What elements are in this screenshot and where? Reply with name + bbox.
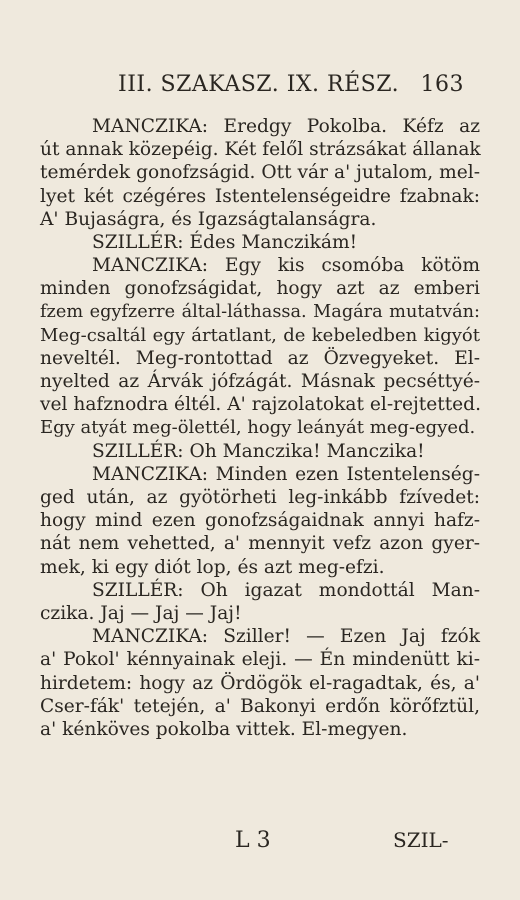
text-line: ged után, az gyötörheti leg-inkább fzívedet:: [40, 487, 480, 508]
text-line: vel hafznodra éltél. A' rajzolatokat el-rejtetted.: [40, 394, 481, 416]
text-line: fzem egyfzerre által-láthassa. Magára mutatván:: [40, 301, 480, 322]
text-line: lyet két czégéres Istentelenségeidre fzabnak:: [40, 185, 480, 207]
text-line: nyelted az Árvák jófzágát. Másnak pecséttyé-: [40, 371, 480, 393]
text-line: temérdek gonofzságid. Ott vár a' jutalom, mel-: [40, 162, 480, 184]
running-title: III. SZAKASZ. IX. RÉSZ.: [118, 72, 400, 97]
text-line: SZILLÉR: Oh igazat mondottál Man-: [92, 579, 480, 601]
text-line: hogy mind ezen gonofzságaidnak annyi hafz-: [40, 510, 480, 532]
text-line: Cser-fák' tetején, a' Bakonyi erdőn körőfztül,: [40, 695, 480, 717]
text-line: út annak közepéig. Két felől strázsákat állanak: [40, 139, 481, 161]
text-line: Meg-csaltál egy ártatlant, de kebeledben kigyót: [40, 324, 480, 346]
text-line: minden gonofzságidat, hogy azt az emberi: [40, 278, 480, 300]
running-head: [118, 72, 464, 97]
text-line: A' Bujaságra, és Igazságtalanságra.: [40, 208, 377, 230]
text-line: czika. Jaj — Jaj — Jaj!: [40, 602, 242, 624]
signature-mark: L 3: [235, 828, 271, 853]
text-line: SZILLÉR: Édes Manczikám!: [92, 231, 358, 253]
text-line: MANCZIKA: Egy kis csomóba kötöm: [92, 255, 480, 277]
catchword: SZIL-: [393, 828, 449, 852]
text-line: neveltél. Meg-rontottad az Özvegyeket. El-: [40, 347, 480, 369]
text-line: MANCZIKA: Minden ezen Istentelenség-: [92, 463, 480, 485]
text-line: Egy atyát meg-ölettél, hogy leányát meg-egyed.: [40, 417, 476, 439]
text-line: SZILLÉR: Oh Manczika! Manczika!: [92, 440, 425, 462]
text-line: MANCZIKA: Sziller! — Ezen Jaj fzók: [92, 626, 480, 648]
text-line: MANCZIKA: Eredgy Pokolba. Kéfz az: [92, 116, 480, 137]
text-line: mek, ki egy diót lop, és azt meg-efzi.: [40, 556, 385, 578]
page-footer: [0, 828, 520, 858]
text-line: a' kénköves pokolba vittek. El-megyen.: [40, 718, 408, 740]
text-line: nát nem vehetted, a' mennyit vefz azon gyer-: [40, 533, 480, 555]
page-number: 163: [420, 72, 464, 97]
body-text: [40, 115, 480, 741]
text-line: hirdetem: hogy az Ördögök el-ragadtak, és, a': [40, 672, 480, 694]
text-line: a' Pokol' kénnyainak eleji. — Én mindenütt ki-: [40, 649, 480, 671]
